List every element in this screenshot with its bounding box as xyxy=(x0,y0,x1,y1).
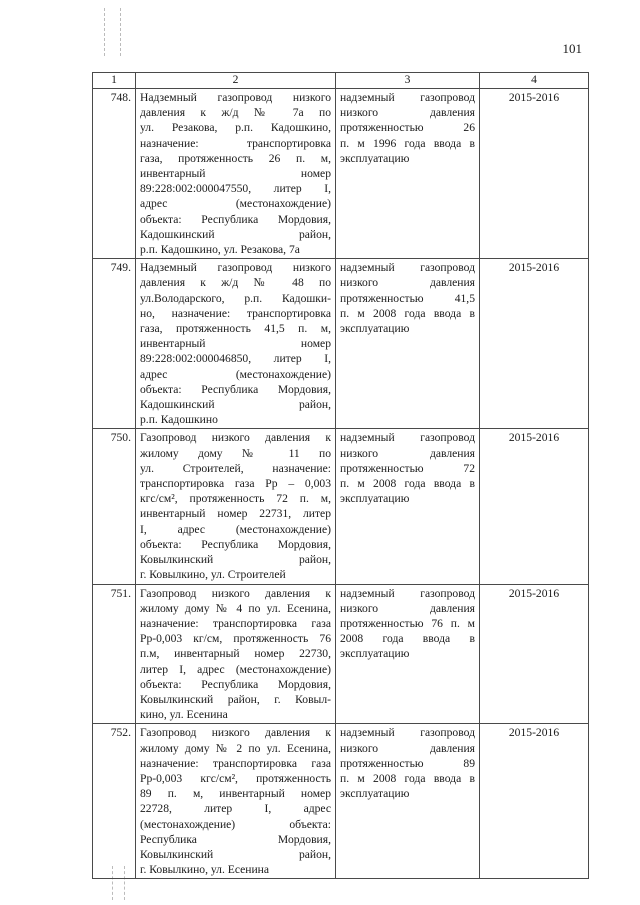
description-line: транспортировка газа Рр – 0,003 xyxy=(140,477,331,491)
description-line: ул. Резакова, р.п. Кадошкино, xyxy=(140,121,331,135)
description-line: Газопровод низкого давления к xyxy=(140,586,331,600)
description-line: Рр-0,003 кгс/см², протяженность xyxy=(140,771,331,785)
description-line: р.п. Кадошкино xyxy=(140,413,218,427)
row-number: 750. xyxy=(93,429,136,584)
description-line: Республика Мордовия, xyxy=(140,832,331,846)
characteristics-line: надземный газопровод xyxy=(340,261,475,275)
characteristics-line: эксплуатацию xyxy=(340,647,410,661)
description-line: Ковылкинский район, г. Ковыл- xyxy=(140,692,331,706)
object-description xyxy=(136,584,336,724)
description-line: жилому дому № 11 по xyxy=(140,446,331,460)
object-characteristics xyxy=(336,89,480,259)
description-line: Газопровод низкого давления к xyxy=(140,431,331,445)
privatization-period: 2015-2016 xyxy=(480,584,589,724)
characteristics-line: низкого давления xyxy=(340,741,475,755)
row-number: 749. xyxy=(93,259,136,429)
description-line: инвентарный номер xyxy=(140,337,331,351)
description-line: ул. Строителей, назначение: xyxy=(140,461,331,475)
characteristics-line: протяженностью 72 xyxy=(340,461,475,475)
description-line: давления к ж/д № 48 по xyxy=(140,276,331,290)
scan-margin-mark xyxy=(104,8,105,56)
description-line: (местонахождение) объекта: xyxy=(140,817,331,831)
characteristics-line: п. м 2008 года ввода в xyxy=(340,306,475,320)
description-line: Кадошкинский район, xyxy=(140,227,331,241)
characteristics-line: эксплуатацию xyxy=(340,492,410,506)
description-line: Надземный газопровод низкого xyxy=(140,91,331,104)
table-row xyxy=(93,89,589,259)
description-line: газа, протяженность 26 п. м, xyxy=(140,151,331,165)
characteristics-line: надземный газопровод xyxy=(340,726,475,740)
characteristics-line: п. м 2008 года ввода в xyxy=(340,477,475,491)
characteristics-line: эксплуатацию xyxy=(340,322,410,336)
row-number: 751. xyxy=(93,584,136,724)
description-line: давления к ж/д № 7а по xyxy=(140,106,331,120)
description-line: Кадошкинский район, xyxy=(140,398,331,412)
characteristics-line: протяженностью 26 xyxy=(340,121,475,135)
description-line: жилому дому № 4 по ул. Есенина, xyxy=(140,601,331,615)
description-line: 89:228:002:000047550, литер I, xyxy=(140,182,331,196)
object-characteristics xyxy=(336,724,480,879)
description-line: р.п. Кадошкино, ул. Резакова, 7а xyxy=(140,243,300,257)
description-line: адрес (местонахождение) xyxy=(140,197,331,211)
characteristics-line: протяженностью 41,5 xyxy=(340,291,475,305)
description-line: Надземный газопровод низкого xyxy=(140,261,331,275)
description-line: объекта: Республика Мордовия, xyxy=(140,537,331,551)
description-line: назначение: транспортировка xyxy=(140,136,331,150)
characteristics-line: 2008 года ввода в xyxy=(340,632,475,646)
object-description xyxy=(136,429,336,584)
description-line: назначение: транспортировка газа xyxy=(140,616,331,630)
characteristics-line: надземный газопровод xyxy=(340,586,475,600)
characteristics-line: низкого давления xyxy=(340,446,475,460)
privatization-period: 2015-2016 xyxy=(480,724,589,879)
characteristics-line: низкого давления xyxy=(340,106,475,120)
privatization-period: 2015-2016 xyxy=(480,89,589,259)
description-line: объекта: Республика Мордовия, xyxy=(140,677,331,691)
row-number: 748. xyxy=(93,89,136,259)
description-line: Ковылкинский район, xyxy=(140,847,331,861)
description-line: объекта: Республика Мордовия, xyxy=(140,382,331,396)
description-line: 89:228:002:000046850, литер I, xyxy=(140,352,331,366)
table-row xyxy=(93,584,589,724)
description-line: 89 п. м, инвентарный номер xyxy=(140,787,331,801)
description-line: но, назначение: транспортировка xyxy=(140,306,331,320)
description-line: кино, ул. Есенина xyxy=(140,708,228,722)
column-header: 4 xyxy=(480,73,589,89)
characteristics-line: эксплуатацию xyxy=(340,787,410,801)
description-line: п.м, инвентарный номер 22730, xyxy=(140,647,331,661)
description-line: кгс/см², протяженность 72 п. м, xyxy=(140,492,331,506)
description-line: г. Ковылкино, ул. Есенина xyxy=(140,863,270,877)
characteristics-line: п. м 1996 года ввода в xyxy=(340,136,475,150)
description-line: объекта: Республика Мордовия, xyxy=(140,212,331,226)
scan-margin-mark xyxy=(120,8,121,56)
characteristics-line: эксплуатацию xyxy=(340,151,410,165)
page-number: 101 xyxy=(562,41,582,56)
description-line: Рр-0,003 кг/см, протяженность 76 xyxy=(140,632,331,646)
characteristics-line: протяженностью 76 п. м xyxy=(340,616,475,630)
object-description xyxy=(136,89,336,259)
description-line: газа, протяженность 41,5 п. м, xyxy=(140,322,331,336)
characteristics-line: низкого давления xyxy=(340,601,475,615)
object-description xyxy=(136,724,336,879)
object-characteristics xyxy=(336,584,480,724)
description-line: инвентарный номер xyxy=(140,167,331,181)
description-line: жилому дому № 2 по ул. Есенина, xyxy=(140,741,331,755)
description-line: инвентарный номер 22731, литер xyxy=(140,507,331,521)
table-row xyxy=(93,259,589,429)
description-line: Ковылкинский район, xyxy=(140,553,331,567)
characteristics-line: надземный газопровод xyxy=(340,431,475,445)
property-registry-table xyxy=(92,72,589,879)
characteristics-line: низкого давления xyxy=(340,276,475,290)
object-characteristics xyxy=(336,259,480,429)
table-row xyxy=(93,724,589,879)
column-header: 2 xyxy=(136,73,336,89)
description-line: г. Ковылкино, ул. Строителей xyxy=(140,568,286,582)
table-row xyxy=(93,429,589,584)
description-line: ул.Володарского, р.п. Кадошки- xyxy=(140,291,331,305)
object-characteristics xyxy=(336,429,480,584)
privatization-period: 2015-2016 xyxy=(480,429,589,584)
privatization-period: 2015-2016 xyxy=(480,259,589,429)
description-line: литер I, адрес (местонахождение) xyxy=(140,662,331,676)
characteristics-line: п. м 2008 года ввода в xyxy=(340,771,475,785)
description-line: адрес (местонахождение) xyxy=(140,367,331,381)
description-line: Газопровод низкого давления к xyxy=(140,726,331,740)
description-line: 22728, литер I, адрес xyxy=(140,802,331,816)
column-header: 1 xyxy=(93,73,136,89)
object-description xyxy=(136,259,336,429)
column-header: 3 xyxy=(336,73,480,89)
row-number: 752. xyxy=(93,724,136,879)
characteristics-line: надземный газопровод xyxy=(340,91,475,104)
characteristics-line: протяженностью 89 xyxy=(340,756,475,770)
description-line: назначение: транспортировка газа xyxy=(140,756,331,770)
description-line: I, адрес (местонахождение) xyxy=(140,522,331,536)
table-body xyxy=(93,89,589,879)
table-header-row xyxy=(93,73,589,89)
